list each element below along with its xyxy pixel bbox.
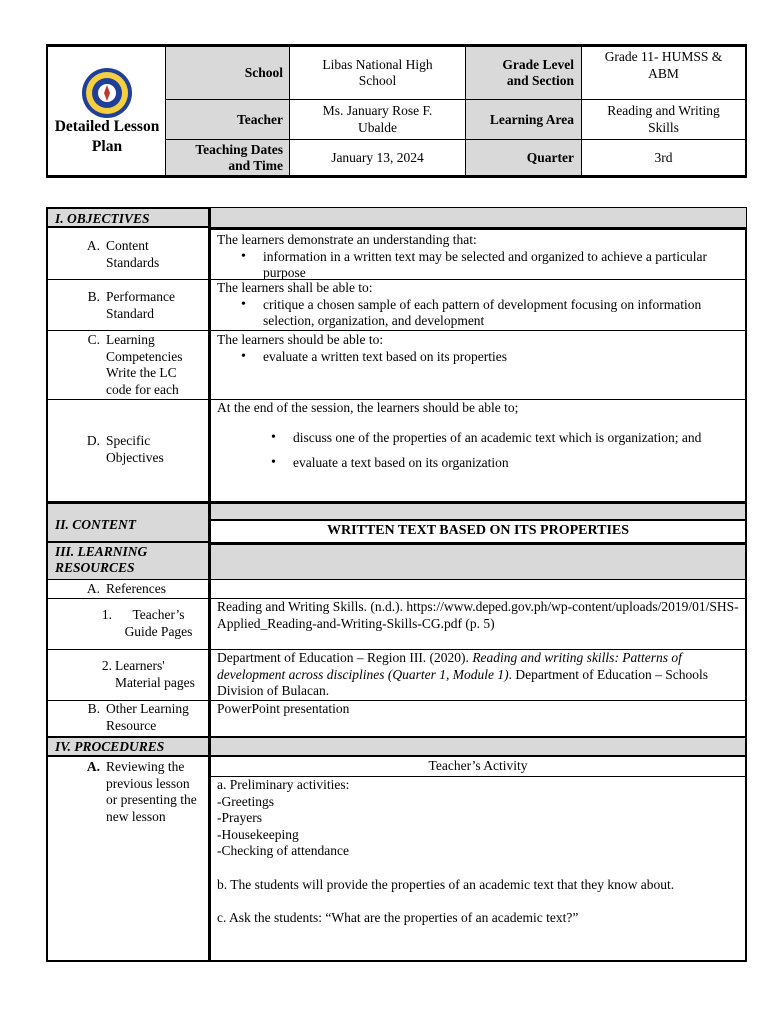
activity-c-text: c. Ask the students: “What are the properties of an academic text?” (217, 910, 579, 925)
procedure-a-label-cell: A. Reviewing the previous lesson or presenting the new lesson (46, 757, 211, 962)
content-standards-bullet: • information in a written text may be selected and organized to achieve a particular purpose (263, 249, 739, 282)
other-resource-label-cell: B. Other Learning Resource (46, 701, 211, 736)
content-standards-label: Content Standards (106, 238, 160, 270)
grade-value: Grade 11- HUMSS & ABM (582, 47, 745, 100)
objectives-heading-fill (211, 207, 747, 228)
deped-seal-logo (81, 67, 133, 119)
competencies-cell (211, 331, 747, 400)
references-value-cell (211, 580, 747, 599)
school-value: Libas National High School (290, 47, 466, 100)
teachers-guide-label-cell: 1. Teacher’s Guide Pages (46, 599, 211, 650)
content-value: WRITTEN TEXT BASED ON ITS PROPERTIES (211, 521, 747, 543)
specific-objective-bullet: • evaluate a text based on its organization (293, 450, 733, 475)
procedure-a-activity-cell (211, 777, 747, 962)
teacher-value: Ms. January Rose F. Ubalde (290, 100, 466, 140)
performance-standard-bullet: • critique a chosen sample of each pattern of development focusing on information selection, organization, and development (263, 297, 739, 330)
competencies-intro: The learners should be able to: (217, 332, 384, 347)
document-title: Detailed Lesson Plan (54, 118, 160, 155)
prelim-item: -Housekeeping (217, 826, 299, 842)
references-label-cell: A. References (46, 580, 211, 599)
dates-value: January 13, 2024 (290, 140, 466, 175)
objectives-heading: I. OBJECTIVES (46, 207, 211, 228)
learners-material-label: Learners' Material pages (115, 658, 195, 690)
grade-label: Grade Level and Section (466, 47, 582, 100)
learning-area-label: Learning Area (466, 100, 582, 140)
learners-material-label-cell: 2. Learners' Material pages (46, 650, 211, 701)
resources-heading-fill (211, 543, 747, 580)
content-heading-fill (211, 501, 747, 521)
other-resource-value: PowerPoint presentation (211, 701, 747, 736)
specific-objectives-intro: At the end of the session, the learners should be able to; (217, 400, 519, 415)
dates-label: Teaching Dates and Time (166, 140, 290, 175)
procedures-heading: IV. PROCEDURES (46, 736, 211, 757)
specific-objectives-cell (211, 400, 747, 501)
competencies-bullet: • evaluate a written text based on its properties (263, 349, 739, 366)
content-standards-cell (211, 228, 747, 280)
competencies-label: Learning Competencies Write the LC code for each (106, 332, 183, 397)
competencies-label-cell: C. Learning Competencies Write the LC code for each (46, 331, 211, 400)
content-standards-label-cell: A. Content Standards (46, 228, 211, 280)
procedure-a-label: Reviewing the previous lesson or presenting the new lesson (106, 759, 197, 824)
other-resource-label: Other Learning Resource (106, 701, 189, 733)
specific-objectives-label: Specific Objectives (106, 433, 164, 465)
quarter-label: Quarter (466, 140, 582, 175)
teachers-activity-header: Teacher’s Activity (211, 757, 747, 777)
teacher-label: Teacher (166, 100, 290, 140)
performance-standard-cell (211, 280, 747, 331)
teachers-guide-value: Reading and Writing Skills. (n.d.). https://www.deped.gov.ph/wp-content/uploads/2019/01/SHS-Applied_Reading-and-Writing-Skills-CG.pdf (p. 5) (211, 599, 747, 650)
prelim-item: -Greetings (217, 793, 274, 809)
performance-standard-intro: The learners shall be able to: (217, 280, 373, 295)
learning-area-value: Reading and Writing Skills (582, 100, 745, 140)
teachers-guide-label: Teacher’s Guide Pages (124, 607, 193, 639)
prelim-item: -Prayers (217, 810, 262, 825)
quarter-value: 3rd (654, 149, 673, 165)
specific-objectives-label-cell: D. Specific Objectives (46, 400, 211, 501)
content-standards-intro: The learners demonstrate an understanding that: (217, 232, 477, 247)
specific-objective-bullet: • discuss one of the properties of an academic text which is organization; and (293, 425, 733, 450)
activity-b-text: b. The students will provide the properties of an academic text that they know about. (217, 876, 675, 892)
prelim-item: -Checking of attendance (217, 843, 349, 858)
procedures-heading-fill (211, 736, 747, 757)
school-label: School (166, 47, 290, 100)
performance-standard-label: Performance Standard (106, 289, 175, 321)
learners-material-value: Department of Education – Region III. (2020). Reading and writing skills: Patterns of development across disciplines (Quarter 1, Module 1). Department of Education – Schools Division of Bulacan. (211, 650, 747, 701)
performance-standard-label-cell: B. Performance Standard (46, 280, 211, 331)
logo-cell (48, 47, 166, 175)
resources-heading: III. LEARNING RESOURCES (46, 543, 211, 580)
preliminary-activities: a. Preliminary activities: (217, 777, 350, 792)
content-heading: II. CONTENT (46, 501, 211, 543)
references-label: References (106, 581, 166, 596)
